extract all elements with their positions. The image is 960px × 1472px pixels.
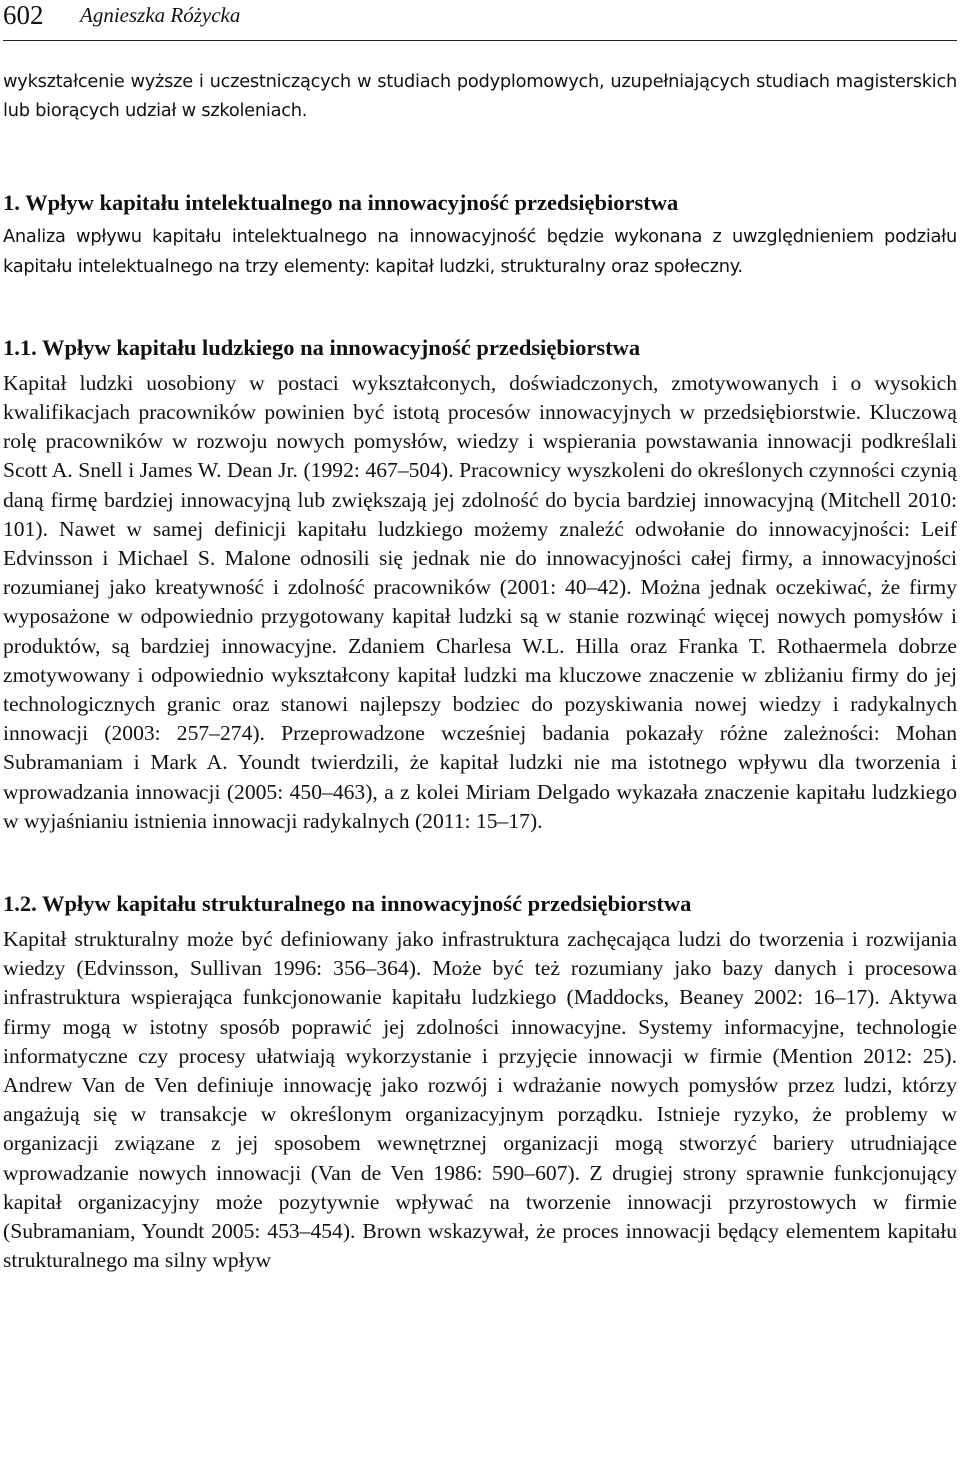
section-1-paragraph: Analiza wpływu kapitału intelektualnego na innowacyjność będzie wykonana z uwzględnieniem podziału kapitału intelektualnego na trzy elementy: kapitał ludzki, strukturalny oraz społeczny. xyxy=(3,226,957,277)
section-1-1-paragraph: Kapitał ludzki uosobiony w postaci wykształconych, doświadczonych, zmotywowanych i o wysokich kwalifikacjach pracowników powinien być istotą procesów innowacyjnych w przedsiębiorstwie. Kluczową rolę pracowników w rozwoju nowych pomysłów, wiedzy i wspierania powstawania innowacji podkreślali Scott A. Snell i James W. Dean Jr. (1992: 467–504). Pracownicy wyszkoleni do określonych czynności czynią daną firmę bardziej innowacyjną lub zwiększają jej zdolność do bycia bardziej innowacyjną (Mitchell 2010: 101). Nawet w samej definicji kapitału ludzkiego możemy znaleźć odwołanie do innowacyjności: Leif Edvinsson i Michael S. Malone odnosili się jednak nie do innowacyjności całej firmy, a innowacyjności rozumianej jako kreatywność i zdolność pracowników (2001: 40–42). Można jednak oczekiwać, że firmy wyposażone w odpowiednio przygotowany kapitał ludzki są w stanie rozwinąć więcej nowych pomysłów i produktów, są bardziej innowacyjne. Zdaniem Charlesa W.L. Hilla oraz Franka T. Rothaermela dobrze zmotywowany i odpowiednio wykształcony kapitał ludzki ma kluczowe znaczenie w zbliżaniu firmy do jej technologicznych granic oraz stanowi najlepszy bodziec do pozyskiwania nowej wiedzy i radykalnych innowacji (2003: 257–274). Przeprowadzone wcześniej badania pokazały różne zależności: Mohan Subramaniam i Mark A. Youndt twierdzili, że kapitał ludzki nie ma istotnego wpływu dla tworzenia i wprowadzania innowacji (2005: 450–463), a z kolei Miriam Delgado wykazała znaczenie kapitału ludzkiego w wyjaśnianiu istnienia innowacji radykalnych (2011: 15–17). xyxy=(3,370,957,833)
section-1-heading: 1. Wpływ kapitału intelektualnego na innowacyjność przedsiębiorstwa xyxy=(3,190,679,216)
section-1-2-paragraph: Kapitał strukturalny może być definiowany jako infrastruktura zachęcająca ludzi do tworzenia i rozwijania wiedzy (Edvinsson, Sullivan 1996: 356–364). Może być też rozumiany jako bazy danych i procesowa infrastruktura wspierająca funkcjonowanie kapitału ludzkiego (Maddocks, Beaney 2002: 16–17). Aktywa firmy mogą w istotny sposób poprawić jej zdolności innowacyjne. Systemy informacyjne, technologie informatyczne czy procesy ułatwiają wykorzystanie i przyjęcie innowacji w firmie (Mention 2012: 25). Andrew Van de Ven definiuje innowację jako rozwój i wdrażanie nowych pomysłów przez ludzi, którzy angażują się w transakcje w określonym organizacyjnym porządku. Istnieje ryzyko, że problemy w organizacji związane z jej sposobem wewnętrznej organizacji mogą stworzyć bariery utrudniające wprowadzanie nowych innowacji (Van de Ven 1986: 590–607). Z drugiej strony sprawnie funkcjonujący kapitał organizacyjny może pozytywnie wpływać na tworzenie innowacji przyrostowych w firmie (Subramaniam, Youndt 2005: 453–454). Brown wskazywał, że proces innowacji będący elementem kapitału strukturalnego ma silny wpływ xyxy=(3,927,957,1273)
intro-paragraph: wykształcenie wyższe i uczestniczących w studiach podyplomowych, uzupełniających studiach magisterskich lub biorących udział w szkoleniach. xyxy=(3,71,957,122)
main-text xyxy=(3,67,957,1276)
section-1-2-heading: 1.2. Wpływ kapitału strukturalnego na innowacyjność przedsiębiorstwa xyxy=(3,891,692,917)
running-header-author: Agnieszka Różycka xyxy=(80,3,241,27)
section-1-1-heading: 1.1. Wpływ kapitału ludzkiego na innowacyjność przedsiębiorstwa xyxy=(3,334,641,360)
page-number: 602 xyxy=(3,0,44,30)
running-header xyxy=(3,0,957,41)
